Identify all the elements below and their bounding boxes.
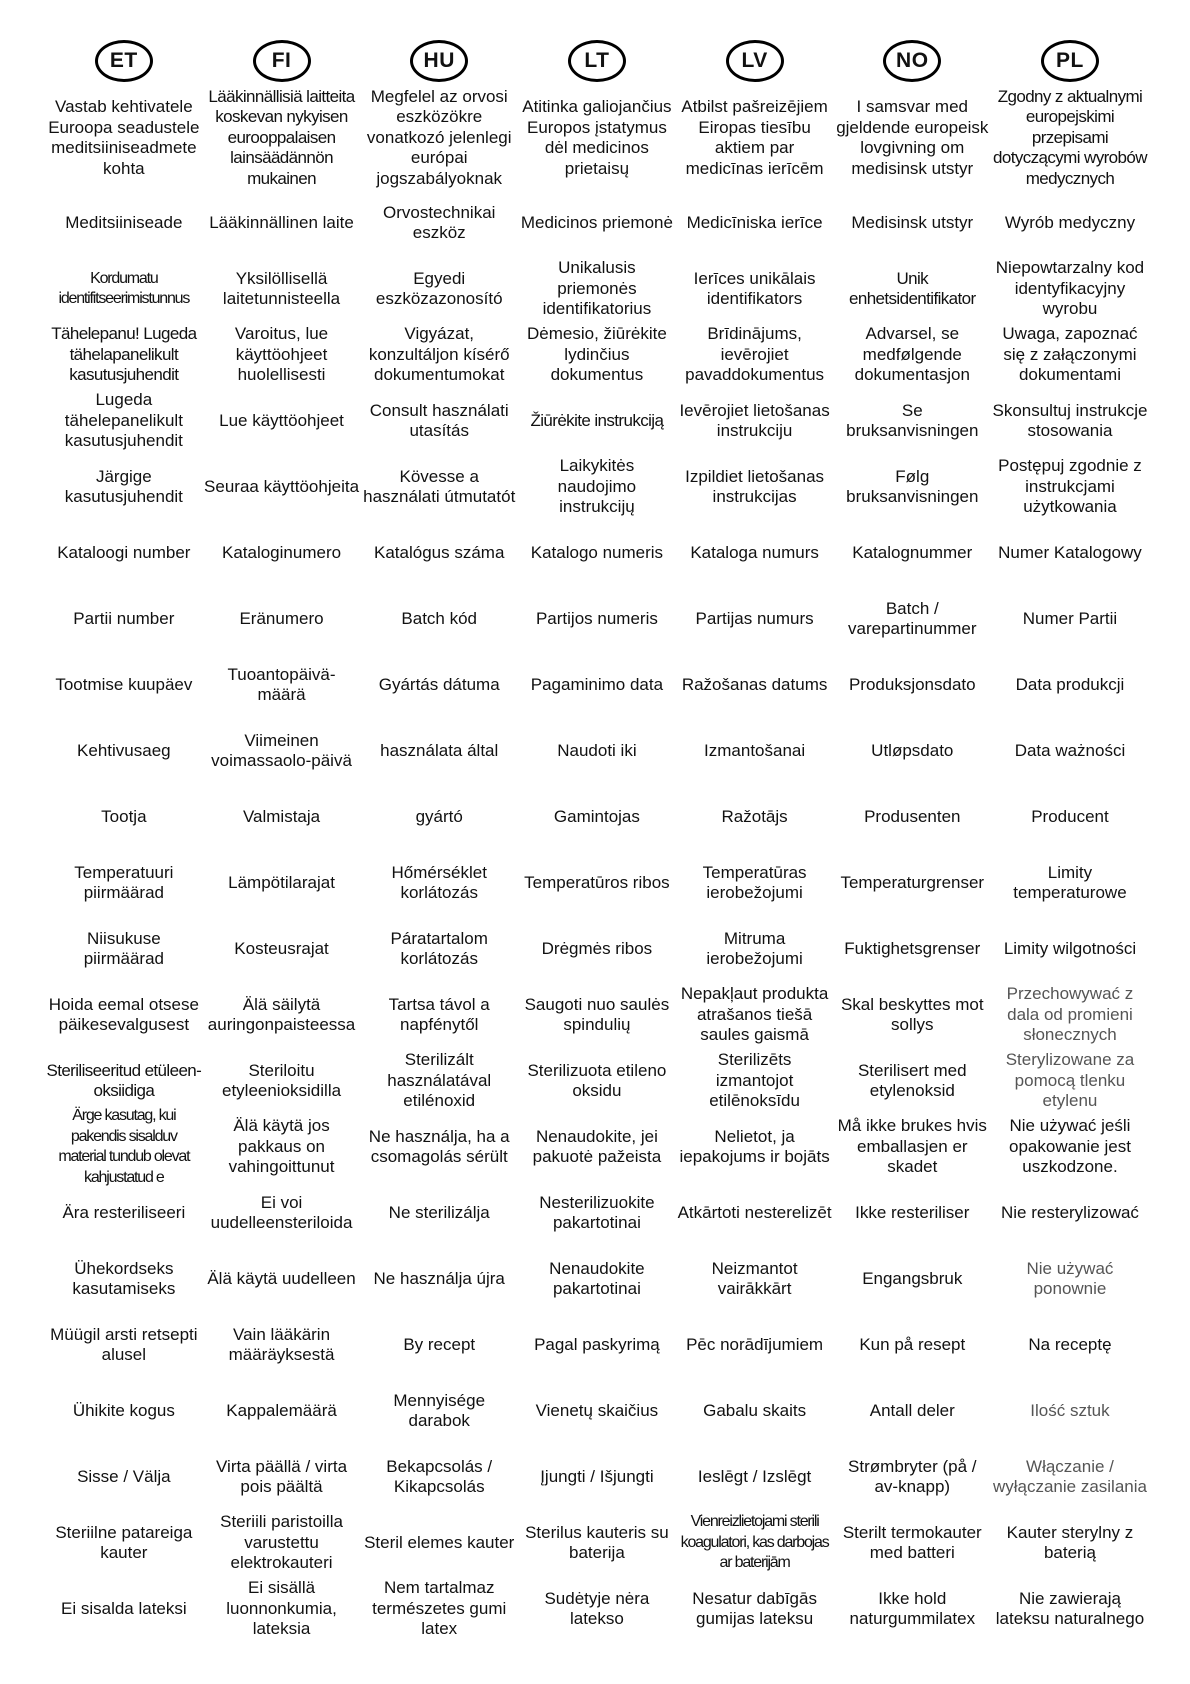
table-cell-pl: Numer Katalogowy [998, 542, 1142, 562]
table-cell-no: Sterilisert med etylenoksid [857, 1060, 967, 1100]
table-cell-lt: Įjungti / Išjungti [540, 1466, 654, 1486]
table-cell-lv: Nesatur dabīgās gumijas lateksu [692, 1588, 817, 1628]
language-badge-lv: LV [726, 40, 784, 82]
table-cell-fi: Virta päällä / virta pois päältä [216, 1456, 348, 1496]
table-cell-pl: Włączanie / wyłączanie zasilania [992, 1456, 1147, 1496]
table-cell-lv: Partijas numurs [695, 608, 814, 628]
table-cell-no: Fuktighetsgrenser [844, 938, 981, 958]
table-row [45, 86, 1149, 190]
table-cell-lt: Vienetų skaičius [535, 1400, 659, 1420]
table-cell-no: Produsenten [864, 806, 961, 826]
table-cell-pl: Producent [1031, 806, 1109, 826]
table-cell-no: Skal beskyttes mot sollys [840, 994, 984, 1034]
table-row [45, 1444, 1149, 1510]
table-cell-et: Meditsiiniseade [65, 212, 183, 232]
table-cell-lt: Atitinka galiojančius Europos įstatymus dėl medicinos prietaisų [522, 97, 672, 178]
table-cell-pl: Numer Partii [1022, 608, 1118, 628]
table-cell-no: Produksjonsdato [848, 674, 976, 694]
table-cell-pl: Kauter sterylny z baterią [1006, 1522, 1134, 1562]
table-cell-fi: Tuoantopäivä-määrä [227, 664, 336, 704]
table-cell-lv: Medicīniska ierīce [686, 212, 823, 232]
table-cell-et: Sisse / Välja [77, 1466, 171, 1486]
table-cell-no: Sterilt termokauter med batteri [842, 1522, 982, 1562]
table-cell-lv: Vienreizlietojami sterili koagulatori, kas darbojas ar baterijām [680, 1513, 829, 1572]
table-row [45, 322, 1149, 388]
table-cell-lv: Ražošanas datums [681, 674, 828, 694]
table-row [45, 1246, 1149, 1312]
table-cell-pl: Postępuj zgodnie z instrukcjami użytkowania [998, 456, 1142, 517]
table-row [45, 850, 1149, 916]
table-cell-et: Vastab kehtivatele Euroopa seadustele meditsiiniseadmete kohta [48, 97, 200, 178]
table-cell-lv: Gabalu skaits [703, 1400, 807, 1420]
table-cell-hu: Hőmérséklet korlátozás [391, 862, 487, 902]
table-cell-hu: Megfelel az orvosi eszközökre vonatkozó jelenlegi európai jogszabályoknak [366, 86, 512, 188]
table-cell-no: Batch / varepartinummer [848, 598, 977, 638]
table-cell-et: Tootja [101, 806, 147, 826]
table-cell-no: Advarsel, se medfølgende dokumentasjon [854, 324, 970, 385]
table-cell-no: Må ikke brukes hvis emballasjen er skadet [837, 1116, 987, 1177]
table-cell-pl: Limity temperaturowe [1013, 862, 1127, 902]
table-cell-fi: Eränumero [239, 608, 324, 628]
table-cell-et: Temperatuuri piirmäärad [74, 862, 174, 902]
table-row [45, 1048, 1149, 1114]
table-cell-pl: Niepowtarzalny kod identyfikacyjny wyrobu [995, 258, 1145, 319]
table-cell-pl: Ilość sztuk [1030, 1400, 1110, 1420]
table-cell-et: Lugeda tähelepanelikult kasutusjuhendit [64, 390, 183, 451]
table-cell-et: Kataloogi number [57, 542, 191, 562]
table-cell-lv: Nepakļaut produkta atrašanos tiešā saules gaismā [680, 984, 829, 1045]
table-row [45, 388, 1149, 454]
table-cell-fi: Steriili paristoilla varustettu elektrokauteri [220, 1512, 343, 1573]
table-cell-lv: Temperatūras ierobežojumi [702, 862, 807, 902]
table-cell-fi: Lämpötilarajat [228, 872, 335, 892]
table-cell-lt: Gamintojas [553, 806, 640, 826]
table-cell-pl: Zgodny z aktualnymi europejskimi przepisami dotyczącymi wyrobów medycznych [993, 86, 1147, 188]
table-row [45, 1510, 1149, 1576]
table-cell-et: Järgige kasutusjuhendit [64, 466, 183, 506]
table-cell-pl: Wyrób medyczny [1004, 212, 1136, 232]
table-cell-pl: Limity wilgotności [1003, 938, 1137, 958]
table-cell-lv: Sterilizēts izmantojot etilēnoksīdu [709, 1050, 800, 1111]
table-cell-pl: Uwaga, zapoznać się z załączonymi dokumentami [1002, 324, 1138, 385]
table-row [45, 718, 1149, 784]
table-cell-lv: Izmantošanai [704, 740, 806, 760]
table-cell-fi: Älä säilytä auringonpaisteessa [207, 994, 356, 1034]
table-cell-pl: Nie używać ponownie [1026, 1258, 1114, 1298]
table-cell-no: Følg bruksanvisningen [846, 466, 979, 506]
table-cell-lt: Pagaminimo data [530, 674, 664, 694]
table-cell-fi: Lue käyttöohjeet [219, 410, 344, 430]
table-cell-no: Temperaturgrenser [840, 872, 985, 892]
table-cell-lt: Drėgmės ribos [541, 938, 653, 958]
language-badge-pl: PL [1041, 40, 1099, 82]
table-cell-hu: Mennyisége darabok [393, 1390, 486, 1430]
table-cell-et: Niisukuse piirmäärad [83, 928, 164, 968]
table-cell-lt: Saugoti nuo saulės spindulių [524, 994, 670, 1034]
table-cell-hu: Batch kód [401, 608, 478, 628]
table-cell-no: Unik enhetsidentifikator [848, 268, 976, 308]
table-cell-lt: Temperatūros ribos [524, 872, 670, 892]
table-cell-lv: Atbilst pašreizējiem Eiropas tiesību aktiem par medicīnas ierīcēm [681, 97, 828, 178]
table-cell-fi: Vain lääkärin määräyksestä [228, 1324, 335, 1364]
table-cell-lv: Atkārtoti nesterelizēt [677, 1202, 832, 1222]
table-cell-lt: Nesterilizuokite pakartotinai [539, 1192, 655, 1232]
table-cell-fi: Steriloitu etyleenioksidilla [221, 1060, 342, 1100]
table-cell-lt: Katalogo numeris [530, 542, 664, 562]
table-row [45, 982, 1149, 1048]
table-cell-lt: Partijos numeris [535, 608, 658, 628]
table-cell-hu: Vigyázat, konzultáljon kísérő dokumentumokat [368, 324, 510, 385]
table-cell-et: Ühikite kogus [72, 1400, 175, 1420]
table-cell-fi: Kataloginumero [221, 542, 342, 562]
table-cell-hu: Tartsa távol a napfénytől [388, 994, 490, 1034]
table-cell-hu: Steril elemes kauter [364, 1532, 515, 1552]
table-cell-et: Partii number [73, 608, 175, 628]
table-cell-lt: Sterilizuota etileno oksidu [527, 1060, 667, 1100]
table-cell-lt: Nenaudokite pakartotinai [549, 1258, 645, 1298]
table-cell-lv: Izpildiet lietošanas instrukcijas [685, 466, 825, 506]
table-cell-pl: Sterylizowane za pomocą tlenku etylenu [1005, 1050, 1135, 1111]
table-cell-fi: Kosteusrajat [234, 938, 329, 958]
table-row [45, 256, 1149, 322]
table-cell-lt: Dėmesio, žiūrėkite lydinčius dokumentus [526, 324, 667, 385]
table-cell-pl: Przechowywać z dala od promieni słonecznych [1006, 984, 1134, 1045]
table-cell-no: Kun på resept [859, 1334, 966, 1354]
table-cell-no: Engangsbruk [862, 1268, 963, 1288]
table-cell-hu: By recept [403, 1334, 476, 1354]
table-row [45, 190, 1149, 256]
table-cell-et: Kehtivusaeg [77, 740, 171, 760]
table-cell-hu: Ne használja, ha a csomagolás sérült [368, 1126, 510, 1166]
table-cell-et: Ei sisalda lateksi [61, 1598, 187, 1618]
table-cell-hu: gyártó [415, 806, 463, 826]
table-cell-pl: Na receptę [1028, 1334, 1112, 1354]
table-row [45, 916, 1149, 982]
table-cell-lt: Sterilus kauteris su baterija [525, 1522, 669, 1562]
table-cell-fi: Ei voi uudelleensteriloida [210, 1192, 353, 1232]
table-cell-pl: Skonsultuj instrukcje stosowania [992, 400, 1148, 440]
table-cell-lv: Brīdinājums, ievērojiet pavaddokumentus [685, 324, 825, 385]
table-cell-hu: Ne használja újra [373, 1268, 505, 1288]
table-cell-lt: Unikalusis priemonės identifikatorius [542, 258, 652, 319]
table-cell-hu: Páratartalom korlátozás [390, 928, 488, 968]
table-cell-lv: Neizmantot vairākkārt [711, 1258, 798, 1298]
table-cell-hu: Nem tartalmaz természetes gumi latex [372, 1578, 507, 1639]
table-cell-et: Ärge kasutag, kui pakendis sisalduv material tundub olevat kahjustatud e [58, 1107, 190, 1186]
table-cell-lv: Kataloga numurs [690, 542, 819, 562]
table-cell-fi: Kappalemäärä [226, 1400, 337, 1420]
table-cell-lv: Mitruma ierobežojumi [706, 928, 803, 968]
table-cell-hu: Kövesse a használati útmutatót [363, 466, 516, 506]
table-row [45, 652, 1149, 718]
table-cell-lv: Ievērojiet lietošanas instrukciju [679, 400, 830, 440]
table-cell-no: Utløpsdato [871, 740, 954, 760]
table-cell-lv: Ierīces unikālais identifikators [693, 268, 816, 308]
table-cell-hu: Katalógus száma [374, 542, 505, 562]
language-header [45, 40, 1149, 82]
table-cell-et: Ühekordseks kasutamiseks [72, 1258, 176, 1298]
table-cell-lv: Nelietot, ja iepakojums ir bojāts [679, 1126, 830, 1166]
table-cell-no: Katalognummer [852, 542, 973, 562]
table-cell-lv: Ieslēgt / Izslēgt [697, 1466, 812, 1486]
table-cell-hu: Egyedi eszközazonosító [375, 268, 503, 308]
table-row [45, 1180, 1149, 1246]
table-row [45, 454, 1149, 520]
table-cell-lt: Naudoti iki [557, 740, 637, 760]
table-cell-lt: Sudėtyje nėra latekso [544, 1588, 650, 1628]
table-cell-pl: Data ważności [1014, 740, 1126, 760]
table-cell-fi: Ei sisällä luonnonkumia, lateksia [226, 1578, 337, 1639]
table-cell-lt: Laikykitės naudojimo instrukcijų [557, 456, 637, 517]
table-cell-fi: Lääkinnällinen laite [209, 212, 354, 232]
table-cell-hu: Consult használati utasítás [369, 400, 509, 440]
table-cell-et: Tähelepanu! Lugeda tähelapanelikult kasutusjuhendit [51, 324, 197, 385]
table-cell-fi: Viimeinen voimassaolo-päivä [211, 730, 352, 770]
table-cell-et: Tootmise kuupäev [55, 674, 193, 694]
table-cell-no: Medisinsk utstyr [851, 212, 974, 232]
table-cell-hu: Gyártás dátuma [378, 674, 500, 694]
table-cell-fi: Seuraa käyttöohjeita [204, 476, 360, 496]
table-cell-fi: Yksilöllisellä laitetunnisteella [222, 268, 341, 308]
table-cell-no: Ikke hold naturgummilatex [849, 1588, 976, 1628]
table-cell-hu: Bekapcsolás / Kikapcsolás [386, 1456, 493, 1496]
table-row [45, 784, 1149, 850]
table-cell-fi: Valmistaja [242, 806, 321, 826]
table-cell-no: Se bruksanvisningen [846, 400, 979, 440]
language-badge-no: NO [883, 40, 941, 82]
symbol-translation-table [45, 86, 1149, 1642]
table-cell-fi: Varoitus, lue käyttöohjeet huolellisesti [234, 324, 329, 385]
table-row [45, 1378, 1149, 1444]
table-cell-lt: Žiūrėkite instrukciją [530, 410, 664, 430]
table-cell-et: Kordumatu identifitseerimistunnus [58, 269, 190, 307]
table-cell-no: Ikke resteriliser [855, 1202, 970, 1222]
table-cell-et: Ära resteriliseeri [62, 1202, 186, 1222]
language-badge-et: ET [95, 40, 153, 82]
table-cell-fi: Älä käytä uudelleen [207, 1268, 356, 1288]
table-cell-hu: Orvostechnikai eszköz [383, 202, 496, 242]
table-cell-no: I samsvar med gjeldende europeisk lovgivning om medisinsk utstyr [836, 97, 989, 178]
table-cell-et: Müügil arsti retsepti alusel [50, 1324, 198, 1364]
table-cell-lt: Medicinos priemonė [520, 212, 673, 232]
table-cell-hu: használata által [380, 740, 499, 760]
table-cell-et: Hoida eemal otsese päikesevalgusest [48, 994, 199, 1034]
language-badge-lt: LT [568, 40, 626, 82]
table-cell-no: Strømbryter (på / av-knapp) [848, 1456, 977, 1496]
table-cell-lt: Nenaudokite, jei pakuotė pažeista [532, 1126, 662, 1166]
table-row [45, 1107, 1149, 1186]
table-cell-no: Antall deler [869, 1400, 955, 1420]
table-cell-pl: Data produkcji [1015, 674, 1125, 694]
table-cell-hu: Ne sterilizálja [388, 1202, 490, 1222]
language-badge-hu: HU [410, 40, 468, 82]
table-cell-lv: Pēc norādījumiem [686, 1334, 824, 1354]
table-cell-et: Steriilne patareiga kauter [55, 1522, 193, 1562]
table-cell-et: Steriliseeritud etüleen-oksiidiga [46, 1060, 202, 1100]
table-cell-lv: Ražotājs [721, 806, 788, 826]
table-row [45, 520, 1149, 586]
table-cell-fi: Lääkinnällisiä laitteita koskevan nykyisen eurooppalaisen lainsäädännön mukainen [208, 86, 355, 188]
table-cell-pl: Nie zawierają lateksu naturalnego [995, 1588, 1145, 1628]
table-row [45, 1312, 1149, 1378]
table-cell-lt: Pagal paskyrimą [534, 1334, 660, 1354]
table-row [45, 1576, 1149, 1642]
table-cell-fi: Älä käytä jos pakkaus on vahingoittunut [228, 1116, 335, 1177]
table-cell-hu: Sterilizált használatával etilénoxid [387, 1050, 492, 1111]
table-cell-pl: Nie używać jeśli opakowanie jest uszkodzone. [1009, 1116, 1131, 1177]
table-row [45, 586, 1149, 652]
language-badge-fi: FI [253, 40, 311, 82]
table-cell-pl: Nie resterylizować [1001, 1202, 1139, 1222]
